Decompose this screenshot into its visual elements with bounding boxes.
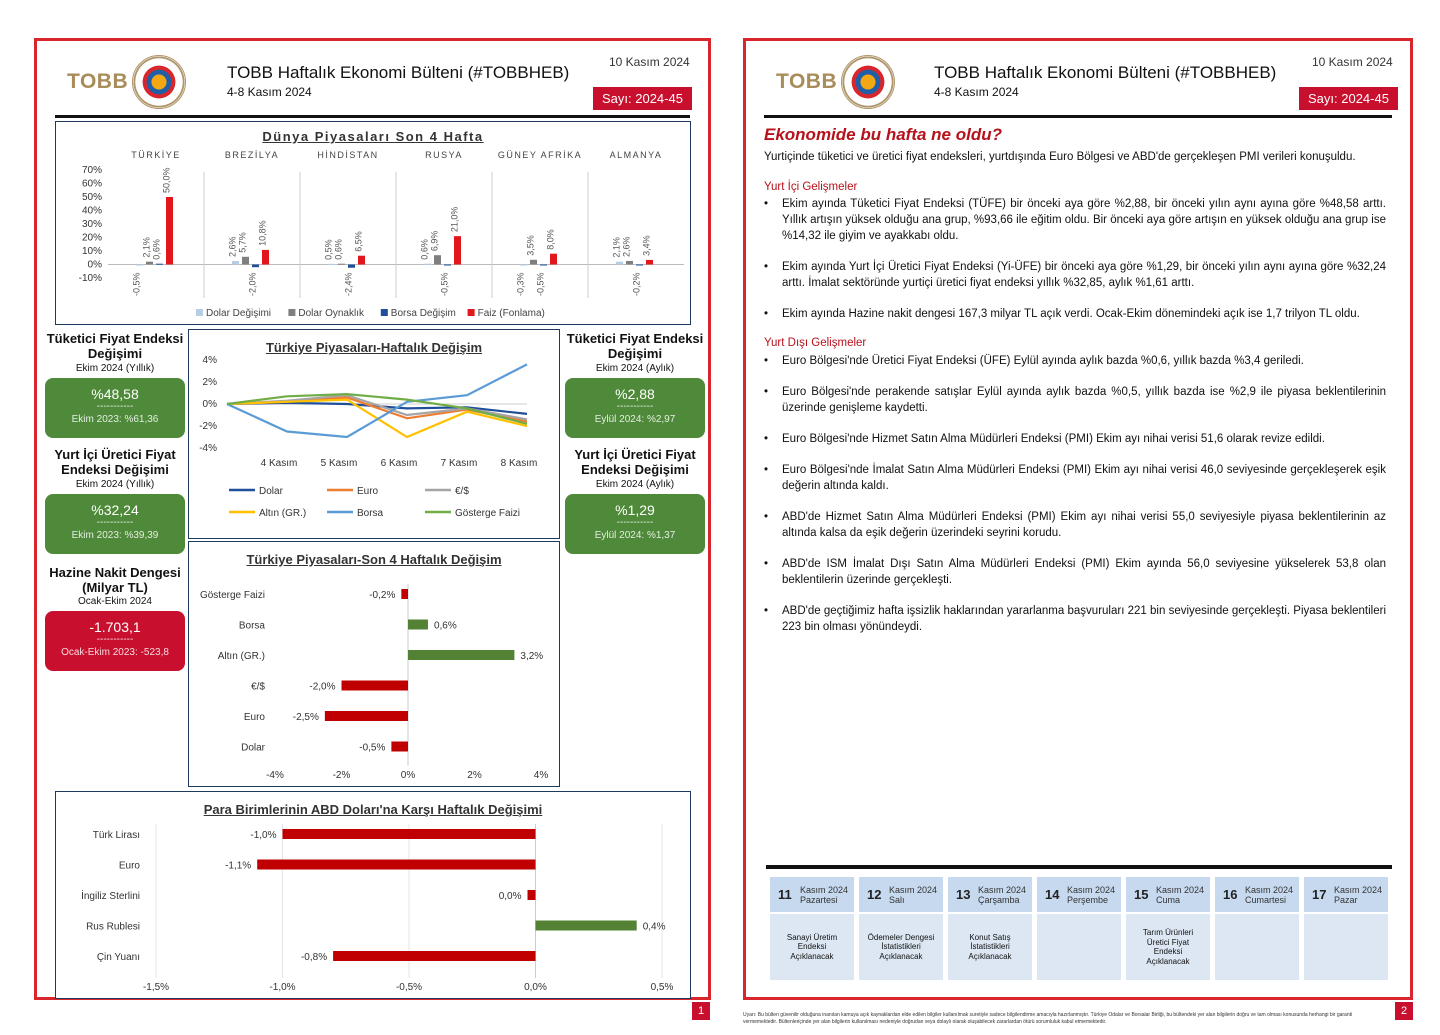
legend-swatch <box>468 309 475 316</box>
list-item <box>764 384 1386 416</box>
legend-label: Dolar Oynaklık <box>298 308 364 319</box>
bar <box>257 860 535 870</box>
calendar-day <box>770 877 854 980</box>
data-label: 0,5% <box>323 239 334 260</box>
bar <box>530 260 537 265</box>
group-label: ALMANYA <box>609 150 663 160</box>
x-tick-label: 5 Kasım <box>320 458 358 469</box>
currencies-panel <box>55 791 691 999</box>
group-label: GÜNEY AFRİKA <box>497 150 583 160</box>
calendar-month: Kasım 2024 <box>1245 884 1294 895</box>
data-label: 0,6% <box>433 620 457 632</box>
bar <box>626 261 633 265</box>
calendar-day <box>1304 877 1388 980</box>
legend-label: Altın (GR.) <box>259 508 307 519</box>
four-week-panel <box>188 541 560 787</box>
bar <box>252 265 259 268</box>
list-item <box>764 603 1386 635</box>
group-label: BREZİLYA <box>224 150 280 160</box>
x-tick-label: -1,0% <box>269 982 296 993</box>
bar <box>242 257 249 265</box>
data-label: -2,0% <box>309 681 336 693</box>
bullet-dot: • <box>764 558 769 570</box>
bar <box>166 197 173 265</box>
tufe-monthly-card <box>565 378 705 438</box>
calendar-day <box>948 877 1032 980</box>
calendar-weekday: Salı <box>889 894 905 905</box>
bullet-text: Ekim ayında Hazine nakit dengesi 167,3 milyar TL açık verdi. Ocak-Ekim dönemindeki açık ise 1,7 trilyon TL oldu. <box>782 308 1360 320</box>
calendar-month: Kasım 2024 <box>889 884 938 895</box>
ufe-monthly-prev: Eylül 2024: %1,37 <box>594 530 676 541</box>
data-label: -0,8% <box>300 952 328 963</box>
data-label: -2,5% <box>292 712 319 723</box>
data-label: 3,2% <box>520 651 544 662</box>
tufe-annual-prev: Ekim 2023: %61,36 <box>71 414 159 425</box>
tufe-monthly-prev: Eylül 2024: %2,97 <box>594 414 676 425</box>
bar <box>424 264 431 265</box>
calendar-weekday: Çarşamba <box>978 894 1020 905</box>
world-markets-chart <box>56 122 690 324</box>
bar <box>408 620 428 630</box>
tobb-logo <box>776 55 895 109</box>
legend-label: Gösterge Faizi <box>455 508 521 519</box>
calendar-weekday: Pazartesi <box>800 894 838 905</box>
y-tick-label: 40% <box>81 205 102 217</box>
data-label: 6,9% <box>429 230 440 252</box>
y-tick-label: 0% <box>87 259 102 271</box>
bar <box>444 265 451 266</box>
calendar-weekday: Cumartesi <box>1245 894 1287 905</box>
category-label: Euro <box>243 712 265 723</box>
data-label: -2,4% <box>343 272 354 297</box>
bar <box>232 261 239 265</box>
bar <box>408 650 514 660</box>
calendar-weekday: Perşembe <box>1067 894 1109 905</box>
ufe-monthly-title: Yurt İçi Üretici Fiyat Endeksi Değişimi <box>574 447 696 477</box>
page-number-2: 2 <box>1395 1002 1413 1020</box>
page2-intro: Yurtiçinde tüketici ve üretici fiyat endeksleri, yurtdışında Euro Bölgesi ve ABD'de gerçekleşen PMI verileri konuşuldu. <box>764 151 1356 163</box>
x-tick-label: -1,5% <box>142 982 170 993</box>
calendar-event <box>1215 914 1299 980</box>
data-label: 0,4% <box>642 921 666 933</box>
bar <box>454 236 461 264</box>
data-label: 3,4% <box>641 235 652 256</box>
bar <box>156 264 163 265</box>
bullet-dot: • <box>764 433 769 445</box>
data-label: -2,0% <box>247 272 258 297</box>
four-week-chart <box>189 542 559 786</box>
x-tick-label: -2% <box>332 770 351 781</box>
group-label: HİNDİSTAN <box>317 150 379 160</box>
bullet-text: Ekim ayında Tüketici Fiyat Endeksi (TÜFE) bir önceki aya göre %2,88, bir önceki yılın aynı ayına göre %48,58 arttı. Yıllık artışın yüksek olduğu ana grup, %93,66 ile eğitim oldu. Bir önceki aya göre artışın en yüksek olduğu ana grup ise %14,32 ile giyim ve ayakkabı oldu. <box>782 198 1386 242</box>
data-label: 21,0% <box>449 206 460 233</box>
x-tick-label: -0,5% <box>395 982 423 993</box>
calendar-day-number: 12 <box>867 887 882 902</box>
currencies-chart <box>56 792 690 998</box>
category-label: Türk Lirası <box>92 830 140 841</box>
calendar-day <box>1037 877 1121 980</box>
kpi-divider: ----------- <box>96 634 134 645</box>
bar <box>540 265 547 266</box>
data-label: -0,5% <box>535 272 546 297</box>
header-divider <box>764 115 1392 118</box>
calendar-day-number: 15 <box>1134 887 1149 902</box>
data-label: 3,5% <box>525 235 536 256</box>
bar <box>616 262 623 265</box>
issue-badge: Sayı: 2024-45 <box>1299 87 1398 110</box>
x-tick-label: 4% <box>533 770 549 781</box>
data-label: 5,7% <box>237 232 248 253</box>
calendar-event <box>1304 914 1388 980</box>
bar <box>391 742 408 752</box>
data-label: -0,2% <box>631 272 642 297</box>
bar <box>434 255 441 264</box>
bullet-dot: • <box>764 386 769 398</box>
data-label: 2,1% <box>611 237 622 258</box>
ufe-monthly-card <box>565 494 705 554</box>
bar <box>401 589 408 599</box>
calendar-day <box>859 877 943 980</box>
bullet-dot: • <box>764 355 769 367</box>
data-label: -0,3% <box>515 272 526 297</box>
bullet-dot: • <box>764 198 769 210</box>
x-tick-label: 0% <box>400 770 416 781</box>
tufe-monthly-value: %2,88 <box>615 386 655 402</box>
bullet-text: Euro Bölgesi'nde perakende satışlar Eylül ayında aylık bazda %0,5, yıllık bazda ise %2,9 ile piyasa beklentilerinin üzerinde genişleme kaydetti. <box>782 386 1386 414</box>
category-label: Euro <box>118 860 140 872</box>
bar <box>528 890 536 900</box>
ufe-monthly-period: Ekim 2024 (Aylık) <box>595 479 675 490</box>
calendar-month: Kasım 2024 <box>800 884 849 895</box>
data-label: 0,0% <box>498 891 522 902</box>
bar <box>146 262 153 265</box>
calendar-day <box>1215 877 1299 980</box>
world-markets-panel <box>55 121 691 325</box>
list-item <box>764 353 1386 369</box>
x-tick-label: 2% <box>467 770 482 781</box>
bullet-dot: • <box>764 605 769 617</box>
list-item <box>764 431 1386 447</box>
calendar-event: Ödemeler Dengesi İstatistikleri Açıklanacak <box>859 914 943 980</box>
bulletin-title: TOBB Haftalık Ekonomi Bülteni (#TOBBHEB) <box>227 63 570 82</box>
group-label: RUSYA <box>425 150 463 160</box>
logo-text: TOBB <box>67 70 129 93</box>
x-tick-label: 0,5% <box>650 982 674 993</box>
kpi-divider: ----------- <box>96 517 134 528</box>
bullet-text: ABD'de ISM İmalat Dışı Satın Alma Müdürleri Endeksi (PMI) Ekim ayında 56,0 seviyesine yükselerek 53,8 olan beklentilerin üzerinde gerçekleşti. <box>782 558 1386 586</box>
ufe-monthly-value: %1,29 <box>615 502 655 518</box>
data-label: 10,8% <box>257 220 268 246</box>
calendar-month: Kasım 2024 <box>1156 884 1205 895</box>
bar <box>328 264 335 265</box>
calendar-event: Konut Satış İstatistikleri Açıklanacak <box>948 914 1032 980</box>
hazine-card <box>45 611 185 671</box>
data-label: 6,5% <box>353 231 364 252</box>
calendar-weekday: Cuma <box>1156 894 1181 905</box>
data-label: 2,6% <box>227 236 238 257</box>
y-tick-label: -2% <box>199 421 217 432</box>
bulletin-date: 10 Kasım 2024 <box>1312 55 1393 69</box>
list-item <box>764 306 1386 322</box>
bulletin-page-2 <box>743 38 1413 1000</box>
tufe-monthly-period: Ekim 2024 (Aylık) <box>595 363 675 374</box>
four-week-title: Türkiye Piyasaları-Son 4 Haftalık Değişim <box>246 552 502 567</box>
y-tick-label: 2% <box>202 377 217 388</box>
legend-label: Borsa Değişim <box>390 308 456 319</box>
bar <box>342 681 409 691</box>
tufe-annual-title: Tüketici Fiyat Endeksi Değişimi <box>46 331 184 361</box>
bullet-text: ABD'de geçtiğimiz hafta işsizlik haklarından yararlanma başvuruları 221 bin seviyesinde gerçekleşti. Piyasa beklentileri 223 bin olması yönündeydi. <box>782 605 1386 633</box>
data-label: -0,5% <box>131 272 142 297</box>
y-tick-label: -10% <box>78 273 102 284</box>
list-item <box>764 509 1386 541</box>
legend-label: €/$ <box>455 486 469 497</box>
category-label: Rus Rublesi <box>86 921 140 933</box>
bar <box>136 265 143 266</box>
page-number-1: 1 <box>692 1002 710 1020</box>
data-label: -1,0% <box>250 830 277 841</box>
calendar-event <box>1037 914 1121 980</box>
category-label: İngiliz Sterlini <box>81 891 140 902</box>
data-label: -1,1% <box>225 860 252 872</box>
tufe-monthly-title: Tüketici Fiyat Endeksi Değişimi <box>566 331 704 361</box>
calendar-month: Kasım 2024 <box>1334 884 1383 895</box>
bar <box>536 921 637 931</box>
weekly-change-title: Türkiye Piyasaları-Haftalık Değişim <box>265 340 483 355</box>
bullet-text: ABD'de Hizmet Satın Alma Müdürleri Endeksi (PMI) Ekim ayı nihai verisi 55,0 seviyesiyle piyasa beklentilerinin az altında kalsa da eşik değerin üzerindeki seyrini korudu. <box>782 511 1386 539</box>
world-markets-title: Dünya Piyasaları Son 4 Hafta <box>262 129 484 144</box>
ufe-annual-value: %32,24 <box>91 502 139 518</box>
weekly-change-panel <box>188 329 560 539</box>
bar <box>338 264 345 265</box>
calendar-day-number: 17 <box>1312 887 1327 902</box>
category-label: Altın (GR.) <box>217 651 265 662</box>
calendar-day <box>1126 877 1210 980</box>
calendar-month: Kasım 2024 <box>978 884 1027 895</box>
bulletin-period: 4-8 Kasım 2024 <box>227 85 312 99</box>
x-tick-label: 8 Kasım <box>500 458 538 469</box>
data-label: -0,5% <box>439 272 450 297</box>
calendar-day-number: 13 <box>956 887 971 902</box>
calendar-day-number: 16 <box>1223 887 1238 902</box>
tufe-annual-value: %48,58 <box>91 386 139 402</box>
category-label: Gösterge Faizi <box>199 590 265 601</box>
group-label: TÜRKİYE <box>131 150 181 160</box>
y-tick-label: 0% <box>202 399 217 410</box>
x-tick-label: 0,0% <box>524 982 547 993</box>
bullet-text: Ekim ayında Yurt İçi Üretici Fiyat Endeksi (Yi-ÜFE) bir önceki aya göre %1,29, bir önceki yılın aynı ayına göre %32,24 arttı. İmalat sektöründe yurtiçi üretici fiyat endeksi yıllık %32,85, aylık %1,61 arttı. <box>782 261 1386 289</box>
y-tick-label: 50% <box>81 192 102 203</box>
ufe-annual-card <box>45 494 185 554</box>
kpi-divider: ----------- <box>616 401 654 412</box>
hazine-prev: Ocak-Ekim 2023: -523,8 <box>61 647 169 658</box>
logo-text: TOBB <box>776 70 838 93</box>
x-tick-label: 6 Kasım <box>380 458 418 469</box>
bulletin-date: 10 Kasım 2024 <box>609 55 690 69</box>
header-divider <box>55 115 690 118</box>
kpi-divider: ----------- <box>616 517 654 528</box>
legend-label: Faiz (Fonlama) <box>477 308 545 319</box>
calendar-day-number: 14 <box>1045 887 1060 902</box>
bulletin-period: 4-8 Kasım 2024 <box>934 85 1019 99</box>
hazine-period: Ocak-Ekim 2024 <box>78 596 152 607</box>
bullet-dot: • <box>764 464 769 476</box>
bullet-dot: • <box>764 261 769 273</box>
bar <box>325 711 408 721</box>
disclaimer: Uyarı: Bu bülten güvenilir olduğuna inanılan kamuya açık kaynaklardan elde edilen bilgiler kullanılmak suretiyle sadece bilgilendirme amacıyla hazırlanmıştır. Türkiye Odalar ve Borsalar Birliği, bu bültendeki yer alan bilgilerin doğru ve tam olması konusunda herhangi bir garanti vermemektedir. Bültenleriçinde yer alan bilgilerin kullanılması nedeniyle doğrudan veya dolaylı olarak oluşabilecek zararlardan ötürü sorumluluk kabul etmemektedir. <box>743 1012 1353 1025</box>
page2-heading: Ekonomide bu hafta ne oldu? <box>764 125 1002 144</box>
category-label: €/$ <box>251 681 265 693</box>
data-label: 0,6% <box>419 239 430 260</box>
bulletin-page-1 <box>34 38 711 1000</box>
list-item <box>764 462 1386 494</box>
bar <box>636 265 643 266</box>
ufe-annual-title: Yurt İçi Üretici Fiyat Endeksi Değişimi <box>54 447 176 477</box>
bullet-text: Euro Bölgesi'nde İmalat Satın Alma Müdürleri Endeksi (PMI) Ekim ayı nihai verisi 46,0 seviyesinde gerçekleşerek eşik değerin altında kaldı. <box>782 464 1386 492</box>
ufe-annual-prev: Ekim 2023: %39,39 <box>71 530 159 541</box>
category-label: Dolar <box>241 742 265 754</box>
x-tick-label: -4% <box>266 770 284 781</box>
list-item <box>764 196 1386 244</box>
x-tick-label: 4 Kasım <box>260 458 298 469</box>
legend-label: Dolar <box>259 486 283 497</box>
bar <box>358 256 365 265</box>
list-item <box>764 259 1386 291</box>
bulletin-title: TOBB Haftalık Ekonomi Bülteni (#TOBBHEB) <box>934 63 1277 82</box>
y-tick-label: 20% <box>81 232 102 244</box>
weekly-change-chart <box>189 330 559 538</box>
foreign-title: Yurt Dışı Gelişmeler <box>764 337 867 349</box>
tobb-logo <box>67 55 186 109</box>
bar <box>520 265 527 266</box>
bar <box>348 265 355 268</box>
y-tick-label: 30% <box>81 219 102 230</box>
calendar-divider <box>766 865 1392 869</box>
legend-swatch <box>288 309 295 316</box>
y-tick-label: 70% <box>81 165 102 176</box>
bullet-dot: • <box>764 511 769 523</box>
list-item <box>764 556 1386 588</box>
bar <box>333 951 535 961</box>
legend-label: Borsa <box>357 508 384 519</box>
data-label: 2,1% <box>141 237 152 258</box>
legend-swatch <box>196 309 203 316</box>
ufe-annual-period: Ekim 2024 (Yıllık) <box>75 479 155 490</box>
calendar-weekday: Pazar <box>1334 894 1358 905</box>
bullet-text: Euro Bölgesi'nde Hizmet Satın Alma Müdürleri Endeksi (PMI) Ekim ayı nihai verisi 51,6 olarak revize edildi. <box>782 433 1325 445</box>
y-tick-label: 10% <box>81 246 102 257</box>
legend-swatch <box>381 309 388 316</box>
tufe-annual-period: Ekim 2024 (Yıllık) <box>75 363 155 374</box>
data-label: -0,2% <box>369 590 396 601</box>
legend-label: Euro <box>357 486 379 497</box>
bar <box>283 829 536 839</box>
category-label: Çin Yuanı <box>96 952 140 963</box>
bullet-text: Euro Bölgesi'nde Üretici Fiyat Endeksi (ÜFE) Eylül ayında aylık bazda %0,6, yıllık bazda %3,4 geriledi. <box>782 355 1304 367</box>
tufe-annual-card <box>45 378 185 438</box>
bullet-dot: • <box>764 308 769 320</box>
hazine-value: -1.703,1 <box>89 619 141 635</box>
category-label: Borsa <box>238 620 265 632</box>
currencies-title: Para Birimlerinin ABD Doları'na Karşı Haftalık Değişimi <box>203 802 543 817</box>
tobb-seal-icon <box>841 55 895 109</box>
bar <box>646 260 653 265</box>
kpi-divider: ----------- <box>96 401 134 412</box>
y-tick-label: -4% <box>199 443 217 454</box>
data-label: 50,0% <box>161 167 172 193</box>
data-label: -0,5% <box>359 742 386 754</box>
tobb-seal-icon <box>132 55 186 109</box>
legend-label: Dolar Değişimi <box>206 308 272 319</box>
data-label: 0,6% <box>333 239 344 260</box>
bar <box>550 254 557 265</box>
y-tick-label: 4% <box>202 355 217 366</box>
data-label: 2,6% <box>621 236 632 257</box>
data-label: 0,6% <box>151 239 162 260</box>
calendar-event: Tarım Ürünleri Üretici Fiyat Endeksi Açıklanacak <box>1126 914 1210 980</box>
calendar-month: Kasım 2024 <box>1067 884 1116 895</box>
y-tick-label: 60% <box>81 178 102 190</box>
issue-badge: Sayı: 2024-45 <box>593 87 692 110</box>
data-label: 8,0% <box>545 229 556 250</box>
x-tick-label: 7 Kasım <box>440 458 478 469</box>
hazine-title: Hazine Nakit Dengesi (Milyar TL) <box>49 565 181 595</box>
calendar-event: Sanayi Üretim Endeksi Açıklanacak <box>770 914 854 980</box>
bar <box>262 250 269 265</box>
calendar-day-number: 11 <box>778 887 792 902</box>
domestic-title: Yurt İçi Gelişmeler <box>764 181 858 193</box>
